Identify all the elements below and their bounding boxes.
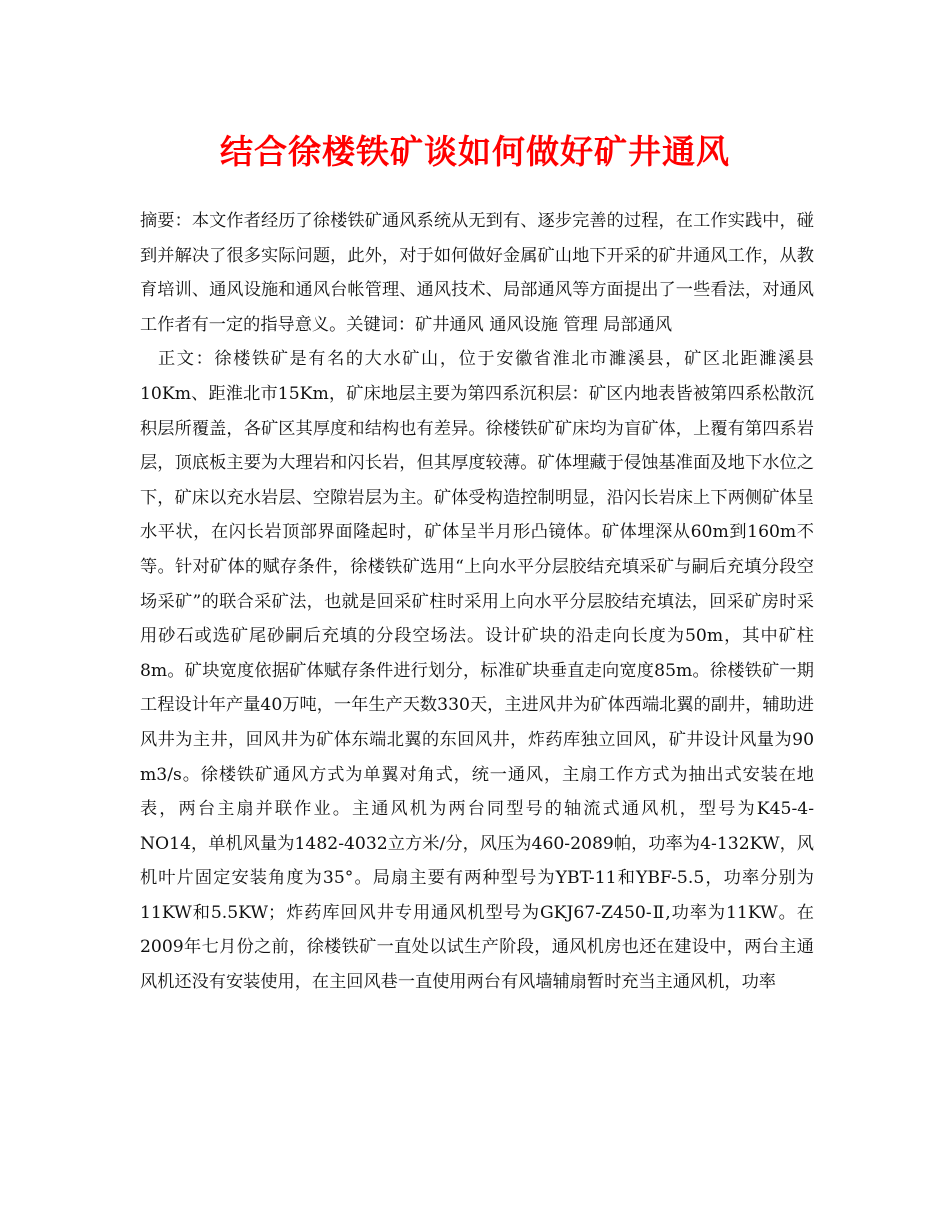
document-body <box>140 204 814 1000</box>
body-paragraph: 正文：徐楼铁矿是有名的大水矿山，位于安徽省淮北市濉溪县，矿区北距濉溪县10Km、距淮北市15Km，矿床地层主要为第四系沉积层：矿区内地表皆被第四系松散沉积层所覆盖，各矿区其厚度和结构也有差异。徐楼铁矿矿床均为盲矿体，上覆有第四系岩层，顶底板主要为大理岩和闪长岩，但其厚度较薄。矿体埋藏于侵蚀基准面及地下水位之下，矿床以充水岩层、空隙岩层为主。矿体受构造控制明显，沿闪长岩床上下两侧矿体呈水平状，在闪长岩顶部界面隆起时，矿体呈半月形凸镜体。矿体埋深从60m到160m不等。针对矿体的赋存条件，徐楼铁矿选用“上向水平分层胶结充填采矿与嗣后充填分段空场采矿”的联合采矿法，也就是回采矿柱时采用上向水平分层胶结充填法，回采矿房时采用砂石或选矿尾砂嗣后充填的分段空场法。设计矿块的沿走向长度为50m，其中矿柱8m。矿块宽度依据矿体赋存条件进行划分，标准矿块垂直走向宽度85m。徐楼铁矿一期工程设计年产量40万吨，一年生产天数330天，主进风井为矿体西端北翼的副井，辅助进风井为主井，回风井为矿体东端北翼的东回风井，炸药库独立回风，矿井设计风量为90 m3/s。徐楼铁矿通风方式为单翼对角式，统一通风，主扇工作方式为抽出式安装在地表，两台主扇并联作业。主通风机为两台同型号的轴流式通风机，型号为K45-4-NO14，单机风量为1482-4032立方米/分，风压为460-2089帕，功率为4-132KW，风机叶片固定安装角度为35°。局扇主要有两种型号为YBT-11和YBF-5.5，功率分别为11KW和5.5KW；炸药库回风井专用通风机型号为GKJ67-Z450-Ⅱ,功率为11KW。在2009年七月份之前，徐楼铁矿一直处以试生产阶段，通风机房也还在建设中，两台主通风机还没有安装使用，在主回风巷一直使用两台有风墙辅扇暂时充当主通风机，功率 <box>140 349 814 993</box>
document-title: 结合徐楼铁矿谈如何做好矿井通风 <box>220 132 730 171</box>
abstract-paragraph: 摘要：本文作者经历了徐楼铁矿通风系统从无到有、逐步完善的过程，在工作实践中，碰到并解决了很多实际问题，此外，对于如何做好金属矿山地下开采的矿井通风工作，从教育培训、通风设施和通风台帐管理、通风技术、局部通风等方面提出了一些看法，对通风工作者有一定的指导意义。关键词：矿井通风 通风设施 管理 局部通风 <box>140 211 814 335</box>
